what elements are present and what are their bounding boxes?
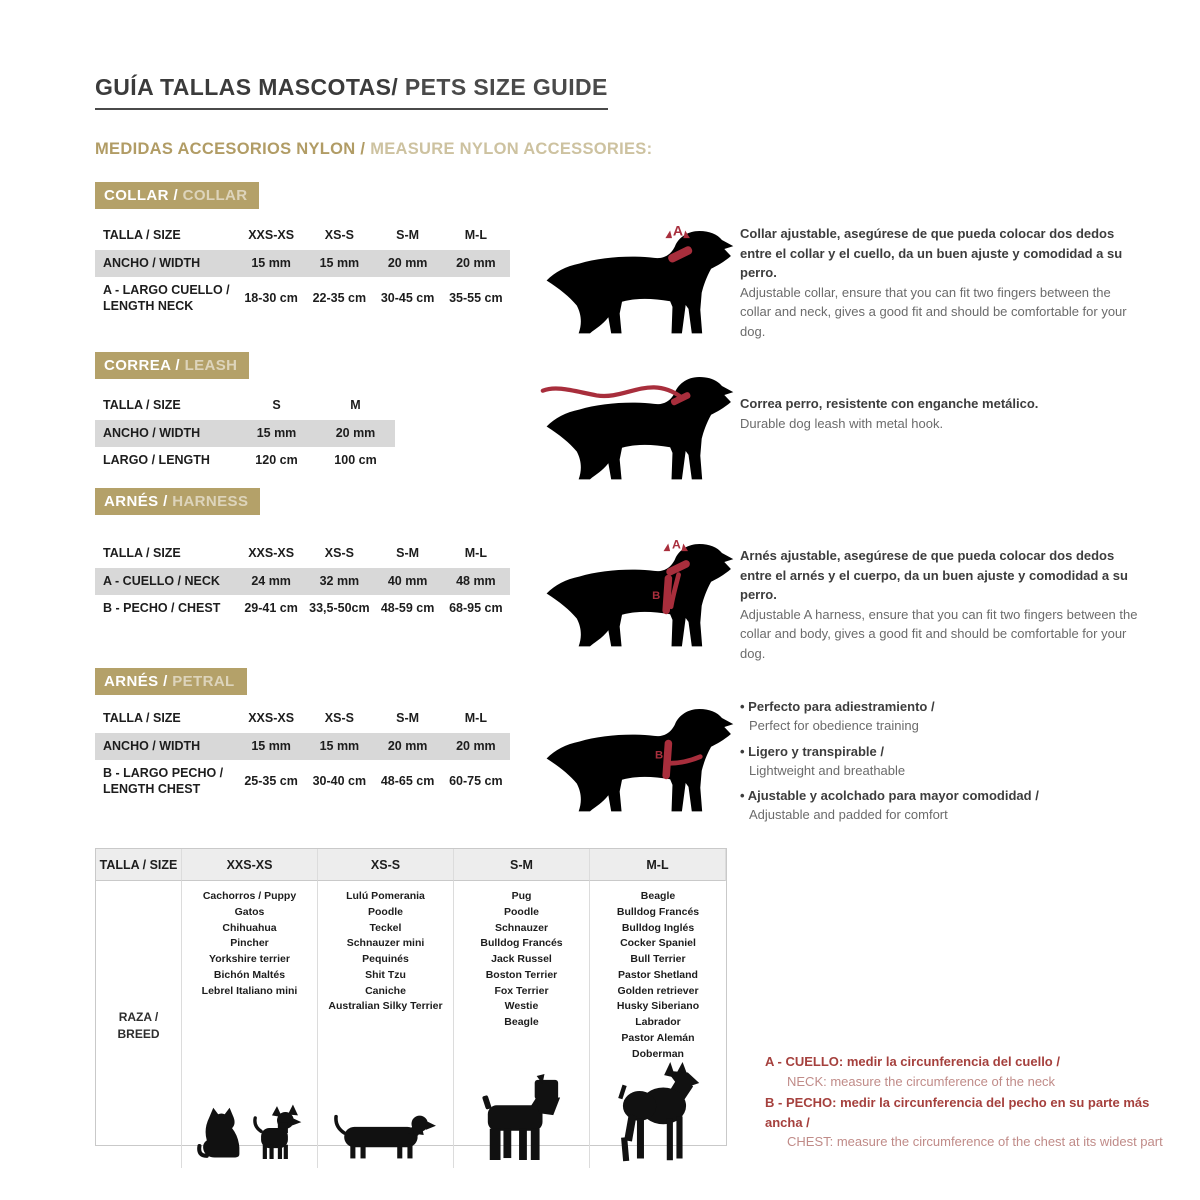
breed-name: Teckel: [369, 921, 402, 934]
breed-name: Bulldog Francés: [480, 937, 563, 950]
svg-text:B: B: [652, 590, 661, 603]
size-column-header: XS-S: [324, 228, 354, 242]
breed-name: Bulldog Inglés: [621, 921, 695, 934]
size-row-label: ANCHO / WIDTH: [103, 255, 201, 270]
neck-note-es: A - CUELLO: medir la circunferencia del cuello /: [765, 1054, 1060, 1069]
size-row-label: B - PECHO / CHEST: [103, 601, 221, 616]
breed-header-xs-s: XS-S: [318, 849, 454, 881]
size-value-cell: 24 mm: [251, 573, 291, 588]
size-value-cell: 48-59 cm: [380, 601, 435, 616]
breed-name: Pastor Alemán: [621, 1031, 695, 1044]
harness-size-table: [95, 540, 510, 623]
breed-name: Yorkshire terrier: [209, 953, 290, 965]
size-column-header: XS-S: [324, 546, 354, 560]
breed-name: Schnauzer mini: [346, 937, 425, 950]
size-table-row: [95, 595, 510, 623]
breed-name: Jack Russel: [491, 953, 552, 965]
size-column-header: M-L: [464, 228, 487, 242]
chest-note: [765, 1093, 1175, 1152]
breed-name: Australian Silky Terrier: [328, 1000, 443, 1013]
size-column-header: XXS-XS: [248, 546, 295, 560]
size-value-cell: 25-35 cm: [244, 774, 298, 789]
leash-desc-en: Durable dog leash with metal hook.: [740, 415, 944, 431]
petral-bullet: [740, 698, 1160, 736]
leash-badge-es: CORREA /: [104, 357, 185, 374]
breed-list-xs-s: [328, 889, 442, 1015]
harness-badge: [95, 488, 260, 515]
cat-silhouette: [197, 1104, 241, 1162]
breed-name: Shit Tzu: [365, 968, 406, 981]
size-column-header: XXS-XS: [248, 711, 295, 725]
petral-bullet-en: Adjustable and padded for comfort: [749, 807, 948, 823]
size-value-cell: 100 cm: [334, 453, 377, 468]
size-value-cell: 15 mm: [319, 738, 360, 753]
size-value-cell: 15 mm: [251, 738, 291, 753]
xs-s-silhouettes: [334, 1110, 438, 1162]
size-table-corner-label: TALLA / SIZE: [103, 398, 181, 412]
petral-badge-en: PETRAL: [172, 673, 235, 690]
breed-name: Fox Terrier: [494, 984, 549, 997]
size-table: [95, 705, 510, 804]
size-value-cell: 15 mm: [256, 425, 297, 440]
collar-badge-en: COLLAR: [182, 187, 248, 204]
size-value-cell: 35-55 cm: [449, 291, 503, 306]
breed-name: Bichón Maltés: [213, 968, 286, 981]
collar-size-table: [95, 222, 510, 321]
neck-note: [765, 1052, 1175, 1091]
breed-row-label: RAZA / BREED: [96, 881, 182, 1168]
breed-name: Labrador: [635, 1016, 681, 1028]
breed-name: Poodle: [367, 905, 403, 918]
collar-badge: [95, 182, 259, 209]
dog-with-chest-strap-illustration: [540, 700, 738, 823]
collar-desc-es: Collar ajustable, asegúrese de que pueda colocar dos dedos entre el collar y el cuello, da un buen ajuste y comodidad a su perro.: [740, 226, 1123, 280]
breed-cell-s-m: [454, 881, 590, 1168]
breed-name: Bull Terrier: [630, 953, 686, 965]
size-value-cell: 20 mm: [387, 255, 428, 270]
petral-size-table: [95, 705, 510, 804]
neck-note-en: NECK: measure the circumference of the neck: [787, 1073, 1056, 1089]
m-l-silhouettes: [608, 1062, 708, 1162]
size-row-label: A - LARGO CUELLO / LENGTH NECK: [103, 283, 230, 313]
breed-name: Cachorros / Puppy: [202, 890, 297, 902]
collar-desc-en: Adjustable collar, ensure that you can fit two fingers between the collar and neck, gives a good fit and should be comfortable for your dog.: [740, 284, 1127, 339]
petral-bullet-es: • Ligero y transpirable /: [740, 743, 1160, 762]
size-column-header: XXS-XS: [248, 228, 295, 242]
petral-bullet: [740, 787, 1160, 825]
size-value-cell: 48 mm: [456, 573, 496, 588]
dog-with-harness-illustration: [540, 535, 738, 658]
svg-text:B: B: [655, 749, 664, 762]
dog-with-leash-illustration: [540, 368, 738, 491]
breed-cell-m-l: [590, 881, 726, 1168]
size-column-header: M: [350, 398, 361, 412]
petral-feature-list: [740, 698, 1160, 832]
petral-bullet-es: • Perfecto para adiestramiento /: [740, 698, 1160, 717]
page-subtitle-es: MEDIDAS ACCESORIOS NYLON /: [95, 140, 371, 158]
size-table-row: [95, 447, 395, 475]
breed-cell-xs-s: [318, 881, 454, 1168]
size-column-header: XS-S: [324, 711, 354, 725]
breed-name: Chihuahua: [222, 921, 277, 934]
size-value-cell: 20 mm: [456, 255, 496, 270]
size-value-cell: 20 mm: [387, 738, 428, 753]
size-value-cell: 20 mm: [335, 425, 376, 440]
breed-name: Lulú Pomerania: [346, 890, 425, 902]
size-table-header-row: [95, 705, 510, 733]
size-value-cell: 40 mm: [387, 573, 428, 588]
size-column-header: M-L: [464, 546, 487, 560]
breed-name: Pincher: [230, 937, 269, 950]
size-value-cell: 30-45 cm: [380, 291, 435, 306]
leash-desc-es: Correa perro, resistente con enganche metálico.: [740, 396, 1039, 411]
breed-name: Beagle: [640, 890, 676, 902]
petral-bullet-en: Lightweight and breathable: [749, 762, 906, 778]
breed-header-size: TALLA / SIZE: [96, 849, 182, 881]
page-title-es: GUÍA TALLAS MASCOTAS/: [95, 74, 399, 100]
chest-note-en: CHEST: measure the circumference of the chest at its widest part: [787, 1134, 1163, 1149]
size-column-header: S-M: [396, 546, 420, 560]
breed-name: Poodle: [503, 905, 539, 918]
svg-text:A: A: [672, 222, 684, 239]
size-table: [95, 540, 510, 623]
size-table-row: [95, 420, 395, 448]
harness-description: [740, 546, 1140, 663]
schnauzer-silhouette: [480, 1074, 564, 1162]
size-table: [95, 222, 510, 321]
leash-badge: [95, 352, 249, 379]
leash-description: [740, 394, 1140, 433]
size-row-label: A - CUELLO / NECK: [103, 573, 220, 588]
breed-name: Lebrel Italiano mini: [201, 984, 298, 997]
dachshund-silhouette: [334, 1110, 438, 1162]
size-table-header-row: [95, 222, 510, 250]
breed-name: Golden retriever: [617, 984, 699, 997]
breed-name: Husky Siberiano: [616, 1000, 700, 1013]
size-value-cell: 33,5-50cm: [309, 601, 370, 616]
size-row-label: B - LARGO PECHO / LENGTH CHEST: [103, 766, 224, 796]
breed-name: Gatos: [234, 905, 265, 918]
size-table-header-row: [95, 392, 395, 420]
breed-name: Cocker Spaniel: [620, 937, 696, 950]
size-table-row: [95, 760, 510, 803]
petral-bullet: [740, 743, 1160, 781]
size-column-header: S-M: [396, 711, 420, 725]
page-title: [95, 74, 608, 110]
breed-header-s-m: S-M: [454, 849, 590, 881]
breed-cell-xxs-xs: [182, 881, 318, 1168]
size-row-label: LARGO / LENGTH: [103, 453, 210, 468]
petral-bullet-es: • Ajustable y acolchado para mayor comodidad /: [740, 787, 1160, 806]
breed-name: Caniche: [365, 984, 406, 997]
collar-badge-es: COLLAR /: [104, 187, 183, 204]
size-value-cell: 48-65 cm: [380, 774, 435, 789]
page-title-en: PETS SIZE GUIDE: [398, 74, 608, 100]
size-value-cell: 15 mm: [251, 255, 291, 270]
harness-desc-es: Arnés ajustable, asegúrese de que pueda colocar dos dedos entre el arnés y el cuerpo, da un buen ajuste y comodidad a su perro.: [740, 548, 1128, 602]
breed-name: Bulldog Francés: [616, 905, 700, 918]
breed-name: Beagle: [504, 1016, 539, 1028]
breed-name: Westie: [504, 1000, 539, 1013]
size-value-cell: 20 mm: [456, 738, 496, 753]
breed-name: Schnauzer: [494, 921, 549, 934]
chihuahua-silhouette: [251, 1104, 303, 1162]
s-m-silhouettes: [480, 1074, 564, 1162]
size-value-cell: 120 cm: [255, 453, 298, 468]
size-table-row: [95, 733, 510, 761]
svg-text:A: A: [672, 537, 681, 552]
leash-size-table: [95, 392, 395, 475]
size-table-header-row: [95, 540, 510, 568]
chest-note-es: B - PECHO: medir la circunferencia del pecho en su parte más ancha /: [765, 1095, 1150, 1130]
measurement-notes: [765, 1052, 1175, 1154]
xxs-xs-silhouettes: [197, 1104, 303, 1162]
leash-badge-en: LEASH: [184, 357, 238, 374]
breed-name: Pug: [511, 890, 532, 902]
size-row-label: ANCHO / WIDTH: [103, 738, 201, 753]
size-value-cell: 68-95 cm: [449, 601, 503, 616]
size-value-cell: 18-30 cm: [244, 291, 298, 306]
size-value-cell: 32 mm: [319, 573, 360, 588]
dog-with-collar-illustration: [540, 222, 738, 345]
harness-badge-es: ARNÉS /: [104, 493, 173, 510]
size-value-cell: 22-35 cm: [312, 291, 367, 306]
breed-header-m-l: M-L: [590, 849, 726, 881]
page-subtitle: [95, 140, 652, 159]
breed-name: Pastor Shetland: [618, 968, 698, 981]
breed-size-table: [95, 848, 727, 1146]
size-table-corner-label: TALLA / SIZE: [103, 546, 181, 560]
size-table-row: [95, 250, 510, 278]
breed-name: Doberman: [632, 1047, 684, 1060]
breed-name: Pequinés: [362, 953, 409, 965]
petral-badge: [95, 668, 247, 695]
size-table: [95, 392, 395, 475]
collar-description: [740, 224, 1140, 341]
petral-bullet-en: Perfect for obedience training: [749, 717, 919, 733]
size-value-cell: 30-40 cm: [312, 774, 367, 789]
breed-name: Boston Terrier: [485, 968, 558, 981]
size-row-label: ANCHO / WIDTH: [103, 425, 201, 440]
size-value-cell: 29-41 cm: [244, 601, 298, 616]
size-table-row: [95, 568, 510, 596]
size-value-cell: 60-75 cm: [449, 774, 503, 789]
breed-list-m-l: [617, 889, 699, 1062]
doberman-silhouette: [608, 1062, 708, 1162]
harness-desc-en: Adjustable A harness, ensure that you can fit two fingers between the collar and body, gives a good fit and should be comfortable for your dog.: [740, 606, 1138, 661]
size-value-cell: 15 mm: [319, 255, 360, 270]
harness-badge-en: HARNESS: [172, 493, 249, 510]
size-table-row: [95, 277, 510, 320]
breed-list-s-m: [480, 889, 562, 1031]
size-table-corner-label: TALLA / SIZE: [103, 711, 181, 725]
breed-header-xxs-xs: XXS-XS: [182, 849, 318, 881]
size-column-header: S-M: [396, 228, 420, 242]
breed-list-xxs-xs: [202, 889, 298, 999]
size-column-header: M-L: [464, 711, 487, 725]
size-table-corner-label: TALLA / SIZE: [103, 228, 181, 242]
size-column-header: S: [272, 398, 281, 412]
page-subtitle-en: MEASURE NYLON ACCESSORIES:: [370, 140, 653, 158]
petral-badge-es: ARNÉS /: [104, 673, 173, 690]
